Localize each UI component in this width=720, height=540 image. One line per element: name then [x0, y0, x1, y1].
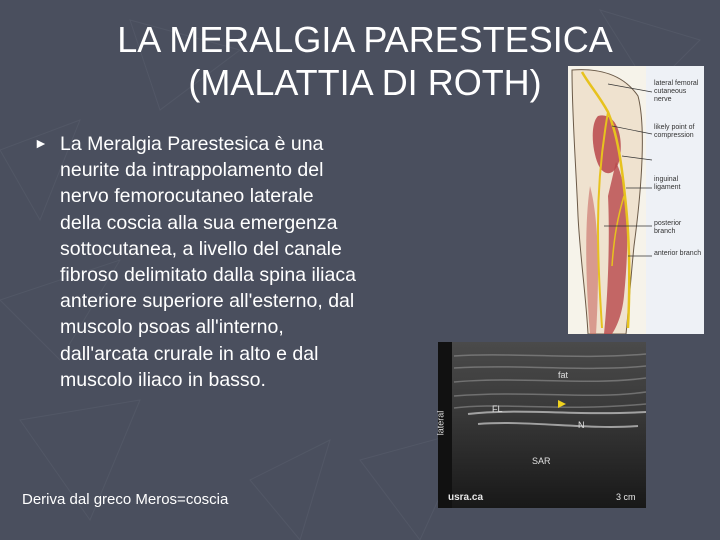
footnote: Deriva dal greco Meros=coscia: [22, 491, 229, 508]
ultrasound-label-lateral: lateral: [435, 410, 446, 436]
anatomy-label-compression: likely point of compression: [654, 124, 695, 139]
anatomy-label-posterior-branch: posterior branch: [654, 220, 682, 235]
anatomy-label-inguinal-ligament: inguinal ligament: [654, 176, 681, 191]
thigh-anatomy-drawing: [568, 66, 704, 334]
ultrasound-scan-drawing: [438, 342, 646, 508]
ultrasound-label-fl: FL: [492, 404, 503, 414]
title-line-2: (MALATTIA DI ROTH): [188, 62, 542, 103]
ultrasound-image: [435, 342, 646, 508]
title-line-1: LA MERALGIA PARESTESICA: [117, 19, 613, 60]
ultrasound-watermark: usra.ca: [448, 492, 484, 503]
ultrasound-label-fat: fat: [558, 370, 569, 380]
ultrasound-label-sar: SAR: [532, 456, 551, 466]
anatomy-label-nerve: lateral femoral cutaneous nerve: [654, 80, 699, 103]
bullet-arrow-icon: ►: [34, 135, 48, 151]
anatomy-label-anterior-branch: anterior branch: [654, 250, 702, 257]
ultrasound-label-n: N: [578, 420, 585, 430]
bullet-text: La Meralgia Parestesica è una neurite da intrappolamento del nervo femorocutaneo laterale della coscia alla sua emergenza sottocutanea, a livello del canale fibroso delimitato dalla spina iliaca anteriore superiore all'esterno, dal muscolo psoas all'interno, dall'arcata crurale in alto e dal muscolo iliaco in basso.: [60, 133, 356, 391]
ultrasound-scale: 3 cm: [616, 492, 636, 502]
anatomy-illustration: [568, 66, 704, 334]
